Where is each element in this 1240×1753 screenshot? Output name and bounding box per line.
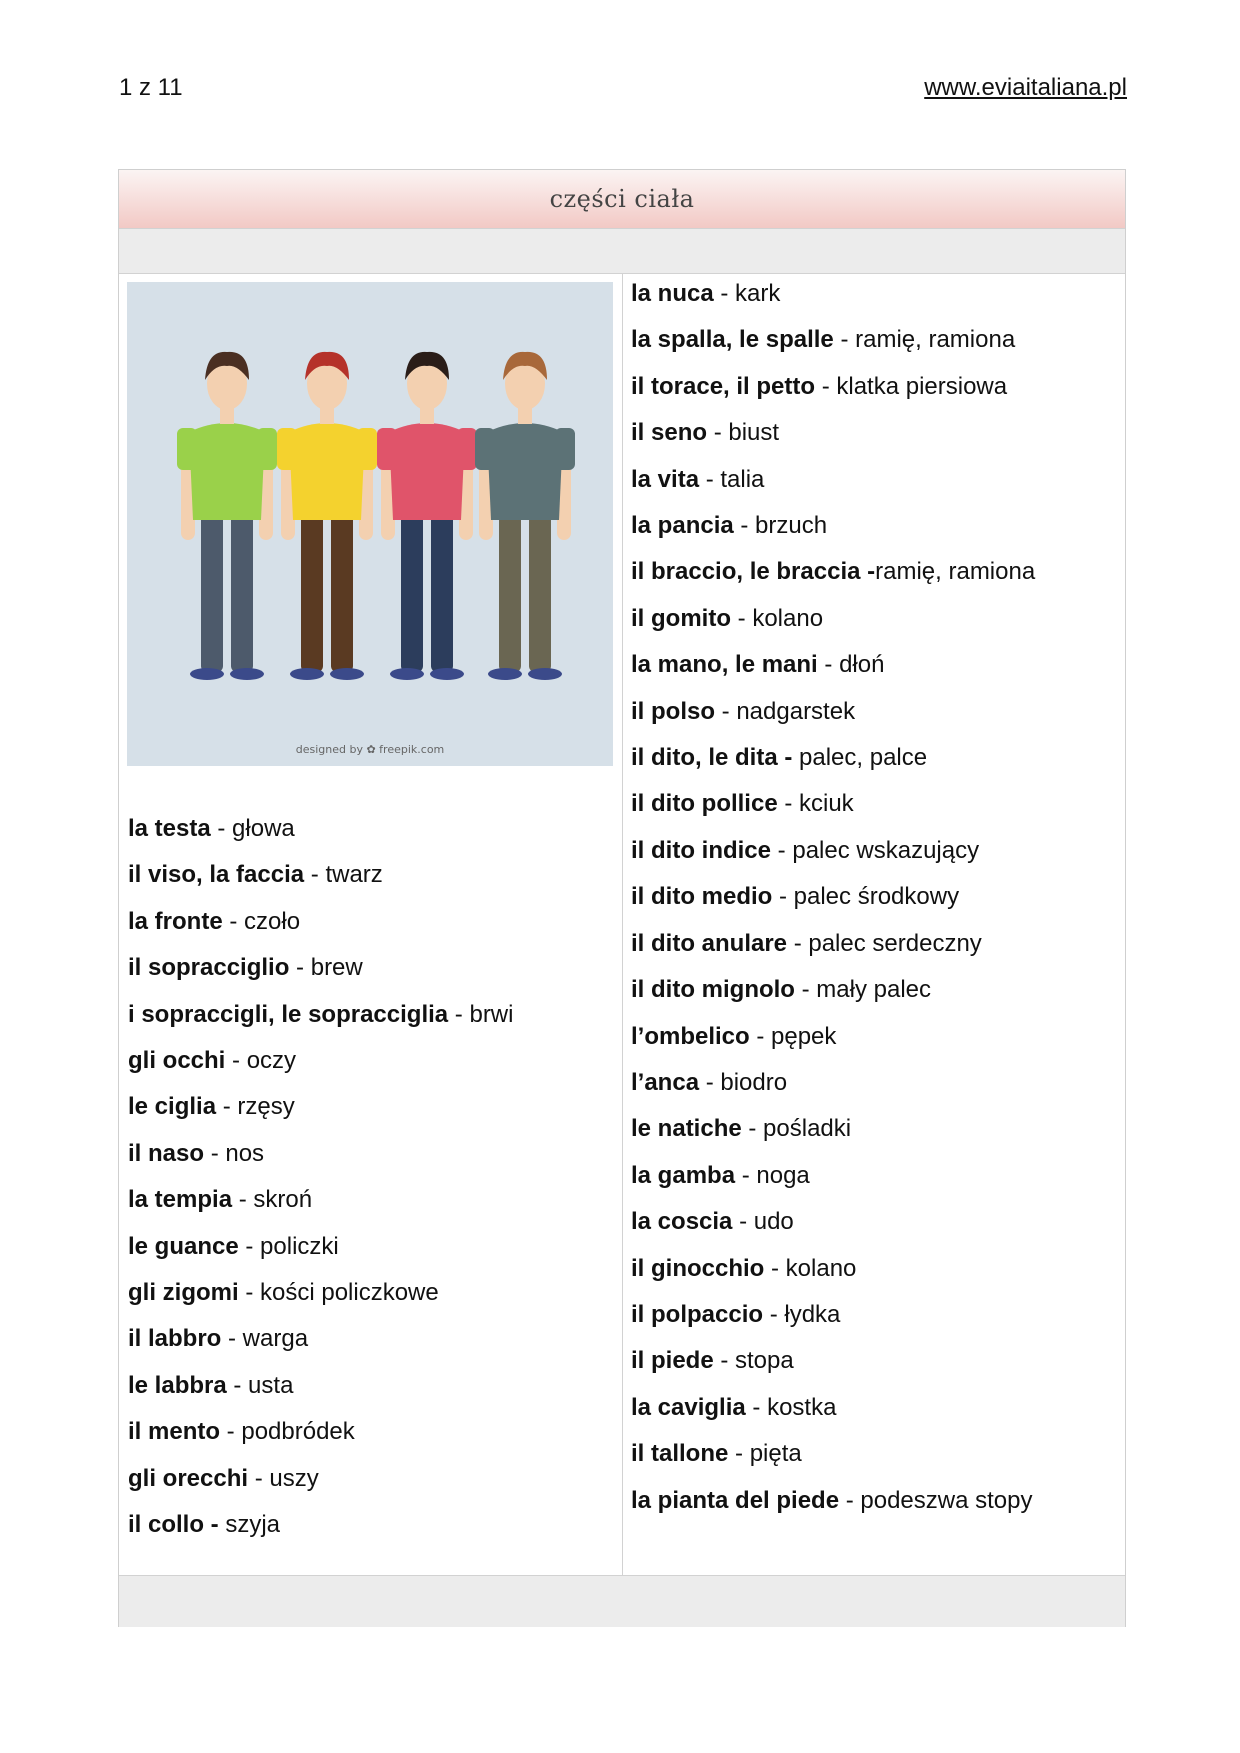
polish-translation: twarz [325, 861, 383, 889]
vocab-item [631, 317, 1035, 363]
italian-term: il dito medio [631, 883, 773, 911]
separator: - [210, 815, 233, 842]
italian-term: la gamba [631, 1161, 736, 1189]
vocab-item [631, 549, 1035, 595]
person-shirt [487, 423, 563, 520]
page-counter: 1 z 11 [119, 74, 183, 101]
italian-term: la mano, le mani [631, 651, 818, 679]
italian-term: le ciglia [128, 1093, 217, 1121]
italian-term: gli occhi [128, 1047, 226, 1075]
separator: - [238, 1232, 261, 1260]
separator: - [713, 280, 736, 307]
italian-term: il seno [631, 419, 708, 447]
person-shoe [290, 668, 324, 680]
separator: - [839, 1486, 861, 1514]
vocab-item [631, 1060, 1035, 1106]
person-sleeve [377, 428, 397, 470]
polish-translation: kolano [785, 1254, 857, 1282]
vocab-item [128, 1409, 513, 1455]
polish-translation: podbródek [241, 1418, 355, 1446]
vocab-item [631, 1478, 1035, 1524]
person-leg [529, 512, 551, 672]
vocab-item [631, 1431, 1035, 1477]
polish-translation: oczy [246, 1047, 297, 1075]
polish-translation: biodro [720, 1068, 788, 1096]
polish-translation: usta [248, 1371, 294, 1399]
italian-term: la pianta del piede [631, 1486, 840, 1514]
polish-translation: noga [756, 1161, 810, 1189]
polish-translation: palec środkowy [793, 883, 960, 911]
person-leg [499, 512, 521, 672]
polish-translation: palec, palce [799, 744, 928, 772]
italian-term: le natiche [631, 1115, 742, 1143]
italian-term: gli orecchi [128, 1464, 249, 1492]
polish-translation: warga [242, 1325, 309, 1353]
polish-translation: pięta [749, 1440, 802, 1468]
polish-translation: nos [225, 1139, 265, 1167]
italian-term: il viso, la faccia [128, 861, 305, 889]
person-neck [420, 408, 434, 424]
separator: - [225, 1047, 247, 1075]
italian-term: il ginocchio [631, 1254, 765, 1282]
italian-term: le guance [128, 1232, 239, 1260]
vocab-item [128, 1456, 513, 1502]
separator: - [732, 1208, 754, 1236]
italian-term: il polso [631, 697, 715, 725]
italian-term: la coscia [631, 1208, 733, 1236]
separator: - [794, 976, 817, 1004]
vocab-item [631, 271, 1035, 317]
italian-term: il dito indice [631, 836, 772, 864]
person-shirt [389, 423, 465, 520]
separator: - [238, 1279, 260, 1307]
vocab-item [128, 1084, 513, 1130]
person-shoe [430, 668, 464, 680]
illustration-credit: designed by ✿ freepik.com [295, 743, 445, 756]
separator: - [216, 1093, 238, 1121]
vocab-item [631, 1014, 1035, 1060]
polish-translation: ramię, ramiona [875, 558, 1036, 586]
vocab-item [631, 457, 1035, 503]
vocab-item [631, 1106, 1035, 1152]
person-shoe [230, 668, 264, 680]
person-neck [518, 408, 532, 424]
separator: - [248, 1464, 270, 1492]
vocab-item [128, 806, 513, 852]
italian-term: il naso [128, 1139, 205, 1167]
vocab-list-right [631, 271, 1035, 1524]
separator: - [204, 1139, 226, 1167]
person-neck [220, 408, 234, 424]
polish-translation: ramię, ramiona [855, 326, 1016, 354]
person-sleeve [457, 428, 477, 470]
vocab-list-left [128, 806, 513, 1549]
vocab-item [631, 1199, 1035, 1245]
person-shoe [390, 668, 424, 680]
italian-term: il dito, le dita - [631, 744, 793, 772]
polish-translation: stopa [735, 1347, 794, 1375]
polish-translation: policzki [260, 1232, 339, 1260]
italian-term: la spalla, le spalle [631, 326, 834, 354]
italian-term: il torace, il petto [631, 372, 816, 400]
polish-translation: szyja [225, 1511, 281, 1539]
separator: - [304, 861, 326, 889]
vocab-item [631, 1338, 1035, 1384]
people-illustration [127, 282, 613, 766]
vocab-item [631, 781, 1035, 827]
person-sleeve [257, 428, 277, 470]
italian-term: il braccio, le braccia - [631, 558, 876, 586]
separator: - [699, 1068, 721, 1096]
vocab-item [128, 1316, 513, 1362]
vocab-item [128, 1177, 513, 1223]
separator: - [728, 1440, 750, 1468]
polish-translation: kolano [752, 604, 824, 632]
polish-translation: podeszwa stopy [860, 1486, 1033, 1514]
person-sleeve [177, 428, 197, 470]
separator: - [745, 1393, 768, 1421]
italian-term: i sopraccigli, le sopracciglia [128, 1000, 449, 1028]
table-title: części ciała [119, 170, 1125, 229]
person-shoe [528, 668, 562, 680]
vocab-item [631, 1246, 1035, 1292]
person-leg [331, 512, 353, 672]
person-neck [320, 408, 334, 424]
polish-translation: kości policzkowe [260, 1279, 439, 1307]
vocab-item [128, 1363, 513, 1409]
separator: - [232, 1186, 254, 1214]
separator: - [707, 419, 729, 447]
italian-term: il polpaccio [631, 1300, 764, 1328]
separator: - [771, 836, 793, 864]
italian-term: l’anca [631, 1068, 700, 1096]
polish-translation: kciuk [799, 790, 854, 818]
vocab-item [631, 1153, 1035, 1199]
polish-translation: biust [728, 419, 780, 447]
polish-translation: brew [310, 954, 363, 982]
italian-term: la testa [128, 815, 211, 842]
separator: - [730, 604, 753, 632]
polish-translation: palec wskazujący [792, 836, 980, 864]
polish-translation: łydka [784, 1300, 841, 1328]
vocab-item [631, 642, 1035, 688]
polish-translation: czoło [244, 907, 301, 935]
separator [792, 744, 799, 771]
people-figures [127, 282, 613, 766]
person-shirt [289, 423, 365, 520]
polish-translation: brzuch [755, 512, 828, 540]
italian-term: l’ombelico [631, 1022, 750, 1050]
separator: - [772, 883, 794, 911]
vocabulary-table [118, 169, 1126, 1627]
person-sleeve [277, 428, 297, 470]
polish-translation: głowa [232, 815, 295, 842]
vocab-item [631, 874, 1035, 920]
separator: - [289, 954, 311, 982]
polish-translation: kark [735, 280, 781, 307]
italian-term: il gomito [631, 604, 731, 632]
polish-translation: talia [720, 465, 765, 493]
person-leg [431, 512, 453, 672]
polish-translation: pośladki [763, 1115, 852, 1143]
site-link[interactable]: www.eviaitaliana.pl [924, 74, 1127, 101]
table-content-row [119, 274, 1125, 1575]
separator: - [749, 1022, 772, 1050]
separator: - [226, 1371, 249, 1399]
vocab-item [128, 945, 513, 991]
polish-translation: rzęsy [237, 1093, 295, 1121]
separator: - [787, 929, 809, 957]
vocab-item [128, 1502, 513, 1548]
vocab-item [128, 1270, 513, 1316]
polish-translation: skroń [253, 1186, 313, 1214]
table-spacer-row [119, 229, 1125, 274]
table-footer-row [119, 1575, 1125, 1627]
person-leg [201, 512, 223, 672]
person-shirt [189, 423, 265, 520]
vocab-item [128, 992, 513, 1038]
vocab-item [631, 596, 1035, 642]
separator: - [735, 1161, 757, 1189]
italian-term: la caviglia [631, 1393, 746, 1421]
polish-translation: udo [753, 1208, 794, 1236]
italian-term: gli zigomi [128, 1279, 239, 1307]
vocab-item [631, 1385, 1035, 1431]
polish-translation: dłoń [839, 651, 885, 679]
vocab-item [631, 1292, 1035, 1338]
italian-term: la vita [631, 465, 700, 493]
vocab-item [128, 1224, 513, 1270]
separator: - [699, 465, 721, 493]
vocab-item [631, 503, 1035, 549]
vocab-item [128, 1038, 513, 1084]
separator: - [448, 1000, 470, 1028]
separator: - [763, 1300, 785, 1328]
polish-translation: uszy [269, 1464, 319, 1492]
separator: - [815, 372, 837, 400]
polish-translation: pępek [771, 1022, 837, 1050]
italian-term: il tallone [631, 1440, 729, 1468]
vocab-item [631, 828, 1035, 874]
italian-term: il dito mignolo [631, 976, 795, 1004]
separator: - [220, 1418, 242, 1446]
person-shoe [488, 668, 522, 680]
separator: - [221, 1325, 243, 1353]
polish-translation: brwi [469, 1000, 514, 1028]
column-divider [622, 274, 623, 1575]
vocab-item [128, 899, 513, 945]
polish-translation: palec serdeczny [808, 929, 982, 957]
person-leg [301, 512, 323, 672]
person-sleeve [357, 428, 377, 470]
italian-term: la tempia [128, 1186, 233, 1214]
italian-term: il dito anulare [631, 929, 788, 957]
person-sleeve [475, 428, 495, 470]
polish-translation: nadgarstek [736, 697, 856, 725]
separator: - [713, 1347, 736, 1375]
separator: - [777, 790, 799, 818]
italian-term: il dito pollice [631, 790, 778, 818]
vocab-item [631, 689, 1035, 735]
italian-term: il collo - [128, 1511, 219, 1539]
person-shoe [330, 668, 364, 680]
separator: - [817, 651, 840, 679]
polish-translation: klatka piersiowa [836, 372, 1008, 400]
italian-term: il sopracciglio [128, 954, 290, 982]
separator: - [715, 697, 737, 725]
polish-translation: mały palec [816, 976, 932, 1004]
polish-translation: kostka [767, 1393, 837, 1421]
separator: - [222, 907, 245, 935]
vocab-item [631, 735, 1035, 781]
separator: - [733, 512, 756, 540]
separator: - [741, 1115, 764, 1143]
italian-term: la pancia [631, 512, 734, 540]
vocab-item [631, 967, 1035, 1013]
person-leg [231, 512, 253, 672]
vocab-item [631, 364, 1035, 410]
separator: - [764, 1254, 786, 1282]
person-shoe [190, 668, 224, 680]
italian-term: il mento [128, 1418, 221, 1446]
italian-term: la fronte [128, 907, 223, 935]
italian-term: le labbra [128, 1371, 227, 1399]
vocab-item [128, 1131, 513, 1177]
person-sleeve [555, 428, 575, 470]
italian-term: la nuca [631, 280, 714, 307]
person-leg [401, 512, 423, 672]
italian-term: il labbro [128, 1325, 222, 1353]
italian-term: il piede [631, 1347, 714, 1375]
vocab-item [631, 410, 1035, 456]
vocab-item [128, 852, 513, 898]
separator: - [833, 326, 856, 354]
vocab-item [631, 921, 1035, 967]
